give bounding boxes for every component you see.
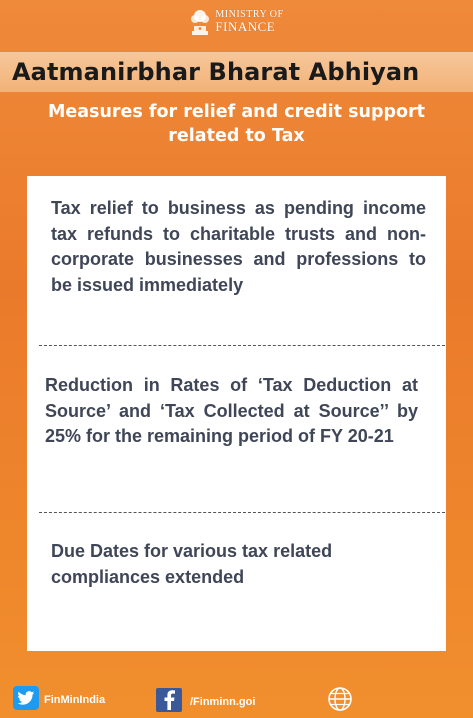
measure-item-1: Tax relief to business as pending income tax refunds to charitable trusts and non-corporate businesses and professions to be issued immediately: [51, 198, 426, 295]
title-band: [0, 52, 473, 92]
subtitle: [0, 100, 473, 148]
divider: [39, 512, 445, 513]
measure-item-3: Due Dates for various tax related compliances extended: [51, 541, 333, 587]
measures-card: [27, 176, 446, 651]
ministry-logo: [0, 0, 473, 42]
national-emblem-icon: [189, 6, 211, 36]
measure-item-2: Reduction in Rates of ‘Tax Deduction at Source’ and ‘Tax Collected at Source’’ by 25% for the remaining period of FY 20-21: [45, 375, 418, 446]
divider: [39, 345, 445, 346]
facebook-icon[interactable]: [156, 688, 182, 712]
ministry-line2: FINANCE: [215, 18, 276, 34]
page-title: Aatmanirbhar Bharat Abhiyan: [12, 58, 420, 86]
twitter-handle[interactable]: FinMinIndia: [44, 694, 106, 706]
facebook-handle[interactable]: /Finminn.goi: [190, 696, 256, 708]
subtitle-line2: related to Tax: [168, 126, 305, 146]
ministry-line1: MINISTRY OF: [215, 8, 284, 20]
globe-icon[interactable]: [327, 686, 353, 712]
subtitle-line1: Measures for relief and credit support: [47, 102, 426, 122]
twitter-icon[interactable]: [13, 686, 39, 710]
ministry-name: [215, 10, 283, 33]
